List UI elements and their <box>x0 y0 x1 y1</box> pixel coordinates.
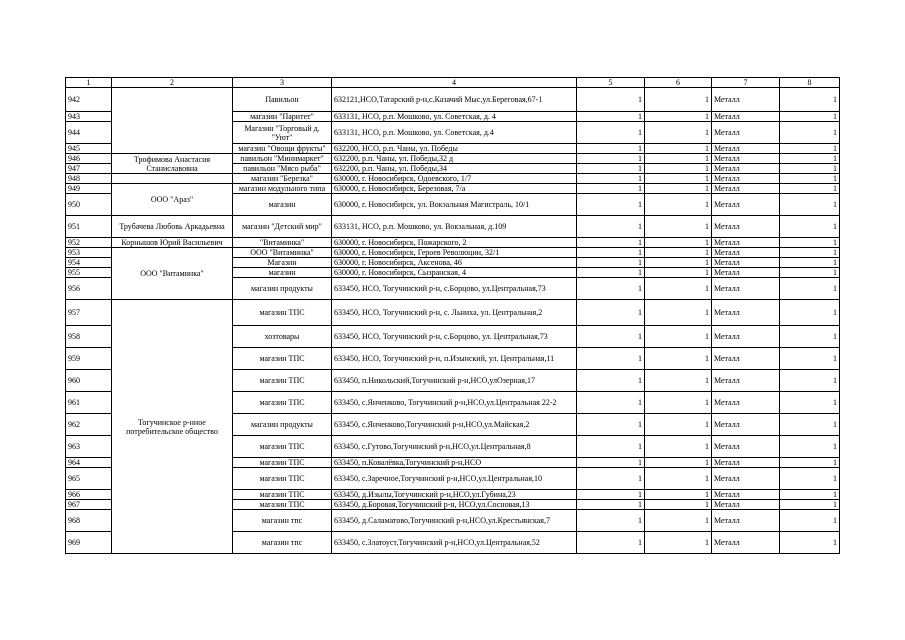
row-number-cell: 960 <box>66 370 112 392</box>
row-number-cell: 948 <box>66 174 112 184</box>
count-cell: 1 <box>780 184 840 194</box>
owner-cell: Трофимова Анастасия Станиславовна <box>112 154 233 174</box>
column-header: 6 <box>645 78 712 88</box>
object-type-cell: магазин ТПС <box>233 392 332 414</box>
count-cell: 1 <box>780 248 840 258</box>
material-cell: Металл <box>712 174 780 184</box>
material-cell: Металл <box>712 326 780 348</box>
material-cell: Металл <box>712 194 780 216</box>
count-cell: 1 <box>577 258 645 268</box>
count-cell: 1 <box>577 436 645 458</box>
table-row <box>66 300 840 326</box>
object-type-cell: магазин <box>233 194 332 216</box>
count-cell: 1 <box>577 88 645 112</box>
object-type-cell: Магазин <box>233 258 332 268</box>
column-header: 5 <box>577 78 645 88</box>
count-cell: 1 <box>780 392 840 414</box>
count-cell: 1 <box>780 88 840 112</box>
table-row <box>66 238 840 248</box>
table-row <box>66 248 840 258</box>
material-cell: Металл <box>712 216 780 238</box>
material-cell: Металл <box>712 258 780 268</box>
count-cell: 1 <box>645 278 712 300</box>
column-header: 8 <box>780 78 840 88</box>
object-type-cell: магазин продукты <box>233 414 332 436</box>
address-cell: 632121,НСО,Татарский р-н,с.Казачий Мыс,ул.Береговая,67-1 <box>332 88 577 112</box>
row-number-cell: 955 <box>66 268 112 278</box>
count-cell: 1 <box>577 348 645 370</box>
row-number-cell: 956 <box>66 278 112 300</box>
material-cell: Металл <box>712 348 780 370</box>
count-cell: 1 <box>645 326 712 348</box>
address-cell: 630000, г. Новосибирск, Сызранская, 4 <box>332 268 577 278</box>
row-number-cell: 952 <box>66 238 112 248</box>
object-type-cell: павильон "Минимаркет" <box>233 154 332 164</box>
address-cell: 633450, п.Никольский,Тогучинский р-н,НСО,улОзерная,17 <box>332 370 577 392</box>
row-number-cell: 966 <box>66 490 112 500</box>
count-cell: 1 <box>780 300 840 326</box>
owner-cell: Корнышов Юрий Васильевич <box>112 238 233 248</box>
row-number-cell: 963 <box>66 436 112 458</box>
material-cell: Металл <box>712 122 780 144</box>
count-cell: 1 <box>577 278 645 300</box>
address-cell: 633450, с.Гутово,Тогучинский р-н,НСО,ул.Центральная,8 <box>332 436 577 458</box>
count-cell: 1 <box>780 174 840 184</box>
object-type-cell: хозтовары <box>233 326 332 348</box>
count-cell: 1 <box>645 490 712 500</box>
table-row <box>66 184 840 194</box>
address-cell: 632200, р.п. Чаны, ул. Победы,34 <box>332 164 577 174</box>
row-number-cell: 954 <box>66 258 112 268</box>
owner-cell <box>112 88 233 154</box>
address-cell: 633450, НСО, Тогучинский р-н, п.Изынский, ул. Центральная,11 <box>332 348 577 370</box>
address-cell: 633450, НСО, Тогучинский р-н, с. Льниха, ул. Центральная,2 <box>332 300 577 326</box>
count-cell: 1 <box>577 458 645 468</box>
count-cell: 1 <box>577 300 645 326</box>
object-type-cell: магазин продукты <box>233 278 332 300</box>
table-row <box>66 154 840 164</box>
count-cell: 1 <box>645 500 712 510</box>
count-cell: 1 <box>577 238 645 248</box>
column-header: 4 <box>332 78 577 88</box>
address-cell: 633450, с.Янченково, Тогучинский р-н,НСО,ул.Центральная 22-2 <box>332 392 577 414</box>
count-cell: 1 <box>645 216 712 238</box>
material-cell: Металл <box>712 238 780 248</box>
row-number-cell: 958 <box>66 326 112 348</box>
table-row <box>66 216 840 238</box>
row-number-cell: 942 <box>66 88 112 112</box>
count-cell: 1 <box>780 326 840 348</box>
address-cell: 630000, г. Новосибирск, Березовая, 7/а <box>332 184 577 194</box>
count-cell: 1 <box>780 122 840 144</box>
row-number-cell: 953 <box>66 248 112 258</box>
object-type-cell: магазин ТПС <box>233 500 332 510</box>
object-type-cell: Павильон <box>233 88 332 112</box>
count-cell: 1 <box>645 184 712 194</box>
count-cell: 1 <box>577 326 645 348</box>
owner-cell <box>112 174 233 184</box>
count-cell: 1 <box>645 348 712 370</box>
material-cell: Металл <box>712 184 780 194</box>
address-cell: 633450, с.Златоуст,Тогучинский р-н,НСО,ул.Центральная,52 <box>332 532 577 554</box>
count-cell: 1 <box>645 468 712 490</box>
row-number-cell: 967 <box>66 500 112 510</box>
count-cell: 1 <box>577 154 645 164</box>
count-cell: 1 <box>645 248 712 258</box>
count-cell: 1 <box>780 216 840 238</box>
object-type-cell: магазин ТПС <box>233 490 332 500</box>
address-cell: 633131, НСО, р.п. Мошково, ул. Советская, д.4 <box>332 122 577 144</box>
count-cell: 1 <box>577 174 645 184</box>
count-cell: 1 <box>780 468 840 490</box>
count-cell: 1 <box>577 184 645 194</box>
material-cell: Металл <box>712 248 780 258</box>
object-type-cell: магазин "Паритет" <box>233 112 332 122</box>
material-cell: Металл <box>712 500 780 510</box>
address-cell: 633450, д.Саламатово,Тогучинский р-н,НСО,ул.Крестьянская,7 <box>332 510 577 532</box>
material-cell: Металл <box>712 414 780 436</box>
row-number-cell: 965 <box>66 468 112 490</box>
count-cell: 1 <box>645 268 712 278</box>
object-type-cell: магазин модульного типа <box>233 184 332 194</box>
table-row <box>66 88 840 112</box>
row-number-cell: 946 <box>66 154 112 164</box>
object-type-cell: магазин ТПС <box>233 300 332 326</box>
object-type-cell: павильон "Мясо рыба" <box>233 164 332 174</box>
count-cell: 1 <box>780 490 840 500</box>
count-cell: 1 <box>645 154 712 164</box>
row-number-cell: 968 <box>66 510 112 532</box>
material-cell: Металл <box>712 370 780 392</box>
count-cell: 1 <box>645 436 712 458</box>
count-cell: 1 <box>780 164 840 174</box>
count-cell: 1 <box>577 122 645 144</box>
column-header: 7 <box>712 78 780 88</box>
row-number-cell: 964 <box>66 458 112 468</box>
count-cell: 1 <box>780 532 840 554</box>
owner-cell: Трубачева Любовь Аркадьевна <box>112 216 233 238</box>
object-type-cell: магазин "Березка" <box>233 174 332 184</box>
material-cell: Металл <box>712 458 780 468</box>
object-type-cell: магазин "Овощи фрукты" <box>233 144 332 154</box>
object-type-cell: "Витаминка" <box>233 238 332 248</box>
address-cell: 633450, НСО, Тогучинский р-н, с.Борцово, ул. Центральная,73 <box>332 326 577 348</box>
count-cell: 1 <box>577 216 645 238</box>
count-cell: 1 <box>645 194 712 216</box>
material-cell: Металл <box>712 300 780 326</box>
count-cell: 1 <box>780 414 840 436</box>
material-cell: Металл <box>712 468 780 490</box>
count-cell: 1 <box>780 112 840 122</box>
table-row <box>66 174 840 184</box>
object-type-cell: магазин ТПС <box>233 458 332 468</box>
count-cell: 1 <box>780 238 840 248</box>
address-cell: 630000, г. Новосибирск, Аксенова, 46 <box>332 258 577 268</box>
address-cell: 632200, р.п. Чаны, ул. Победы,32 д <box>332 154 577 164</box>
address-cell: 633450, с.Заречное,Тогучинский р-н,НСО,ул.Центральная,10 <box>332 468 577 490</box>
object-type-cell: магазин ТПС <box>233 348 332 370</box>
count-cell: 1 <box>645 238 712 248</box>
address-cell: 633131, НСО, р.п. Мошково, ул. Вокзальная, д.109 <box>332 216 577 238</box>
count-cell: 1 <box>645 122 712 144</box>
address-cell: 630000, г. Новосибирск, Одоевского, 1/7 <box>332 174 577 184</box>
row-number-cell: 950 <box>66 194 112 216</box>
table-body <box>66 88 840 554</box>
owner-cell: ООО "Витаминка" <box>112 248 233 300</box>
object-type-cell: магазин тпс <box>233 532 332 554</box>
material-cell: Металл <box>712 112 780 122</box>
material-cell: Металл <box>712 164 780 174</box>
count-cell: 1 <box>577 268 645 278</box>
material-cell: Металл <box>712 532 780 554</box>
count-cell: 1 <box>780 144 840 154</box>
object-type-cell: магазин ТПС <box>233 468 332 490</box>
material-cell: Металл <box>712 510 780 532</box>
address-cell: 630000, г. Новосибирск, Пожарского, 2 <box>332 238 577 248</box>
address-cell: 633450, д.Изылы,Тогучинский р-н,НСО,ул.Губина,23 <box>332 490 577 500</box>
count-cell: 1 <box>780 268 840 278</box>
count-cell: 1 <box>577 468 645 490</box>
object-type-cell: ООО "Витаминка" <box>233 248 332 258</box>
column-header: 1 <box>66 78 112 88</box>
count-cell: 1 <box>645 88 712 112</box>
row-number-cell: 944 <box>66 122 112 144</box>
count-cell: 1 <box>780 258 840 268</box>
count-cell: 1 <box>645 144 712 154</box>
count-cell: 1 <box>577 490 645 500</box>
count-cell: 1 <box>645 510 712 532</box>
address-cell: 630000, г. Новосибирск, Героев Революции, 32/1 <box>332 248 577 258</box>
registry-table <box>65 77 840 554</box>
address-cell: 630000, г. Новосибирск, ул. Вокзальная Магистраль, 10/1 <box>332 194 577 216</box>
row-number-cell: 959 <box>66 348 112 370</box>
address-cell: 633450, п.Ковалёвка,Тогучинский р-н,НСО <box>332 458 577 468</box>
column-number-row <box>66 78 840 88</box>
count-cell: 1 <box>577 144 645 154</box>
row-number-cell: 961 <box>66 392 112 414</box>
count-cell: 1 <box>645 300 712 326</box>
count-cell: 1 <box>780 348 840 370</box>
address-cell: 633450, д.Боровая,Тогучинский р-н, НСО,ул.Сосновая,13 <box>332 500 577 510</box>
count-cell: 1 <box>780 436 840 458</box>
count-cell: 1 <box>780 194 840 216</box>
column-header: 3 <box>233 78 332 88</box>
material-cell: Металл <box>712 436 780 458</box>
object-type-cell: магазин ТПС <box>233 370 332 392</box>
row-number-cell: 962 <box>66 414 112 436</box>
address-cell: 632200, НСО, р.п. Чаны, ул. Победы <box>332 144 577 154</box>
count-cell: 1 <box>577 164 645 174</box>
count-cell: 1 <box>577 500 645 510</box>
material-cell: Металл <box>712 268 780 278</box>
count-cell: 1 <box>577 392 645 414</box>
count-cell: 1 <box>780 154 840 164</box>
material-cell: Металл <box>712 278 780 300</box>
count-cell: 1 <box>780 500 840 510</box>
owner-cell: ООО "Араз" <box>112 184 233 216</box>
row-number-cell: 943 <box>66 112 112 122</box>
object-type-cell: Магазин "Торговый д. "Уют" <box>233 122 332 144</box>
count-cell: 1 <box>645 392 712 414</box>
material-cell: Металл <box>712 88 780 112</box>
count-cell: 1 <box>577 414 645 436</box>
count-cell: 1 <box>645 458 712 468</box>
row-number-cell: 949 <box>66 184 112 194</box>
address-cell: 633450, НСО, Тогучинский р-н, с.Борцово, ул.Центральная,73 <box>332 278 577 300</box>
row-number-cell: 947 <box>66 164 112 174</box>
count-cell: 1 <box>577 510 645 532</box>
row-number-cell: 969 <box>66 532 112 554</box>
address-cell: 633450, с.Янченково,Тогучинский р-н,НСО,ул.Майская,2 <box>332 414 577 436</box>
row-number-cell: 957 <box>66 300 112 326</box>
count-cell: 1 <box>577 248 645 258</box>
object-type-cell: магазин <box>233 268 332 278</box>
material-cell: Металл <box>712 144 780 154</box>
count-cell: 1 <box>780 510 840 532</box>
count-cell: 1 <box>577 532 645 554</box>
count-cell: 1 <box>645 258 712 268</box>
count-cell: 1 <box>645 532 712 554</box>
material-cell: Металл <box>712 154 780 164</box>
row-number-cell: 945 <box>66 144 112 154</box>
row-number-cell: 951 <box>66 216 112 238</box>
count-cell: 1 <box>645 370 712 392</box>
owner-cell: Тогучинское р-нное потребительское общество <box>112 300 233 554</box>
spreadsheet-page <box>65 77 840 554</box>
count-cell: 1 <box>645 112 712 122</box>
count-cell: 1 <box>577 112 645 122</box>
count-cell: 1 <box>577 194 645 216</box>
material-cell: Металл <box>712 490 780 500</box>
address-cell: 633131, НСО, р.п. Мошково, ул. Советская, д. 4 <box>332 112 577 122</box>
count-cell: 1 <box>577 370 645 392</box>
count-cell: 1 <box>645 414 712 436</box>
count-cell: 1 <box>780 370 840 392</box>
count-cell: 1 <box>645 164 712 174</box>
column-header: 2 <box>112 78 233 88</box>
object-type-cell: магазин "Детский мир" <box>233 216 332 238</box>
count-cell: 1 <box>645 174 712 184</box>
object-type-cell: магазин ТПС <box>233 436 332 458</box>
object-type-cell: магазин тпс <box>233 510 332 532</box>
count-cell: 1 <box>780 278 840 300</box>
material-cell: Металл <box>712 392 780 414</box>
count-cell: 1 <box>780 458 840 468</box>
